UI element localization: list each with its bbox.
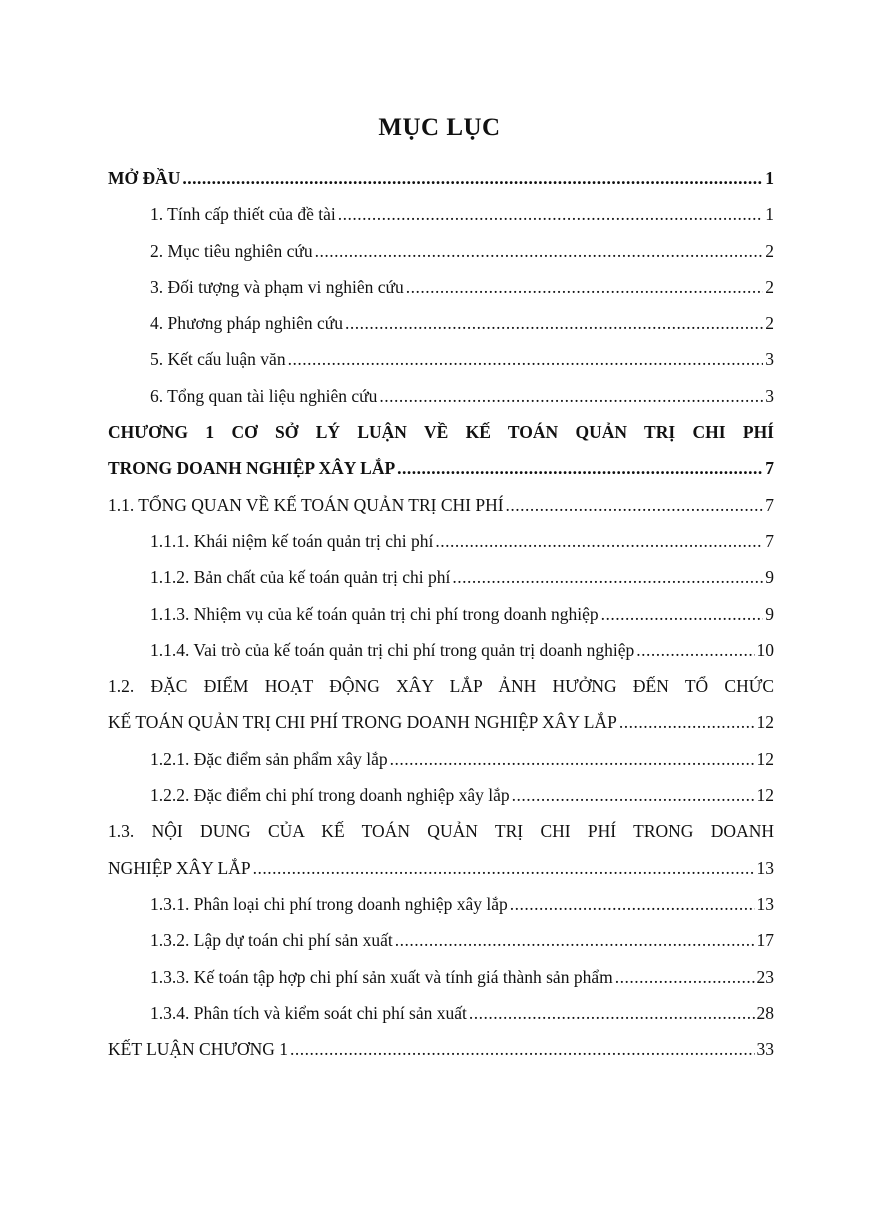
- toc-entry-page: 33: [756, 1039, 774, 1060]
- toc-entry-2[interactable]: [108, 241, 774, 277]
- toc-entry-label: 1.1.3. Nhiệm vụ của kế toán quản trị chi phí trong doanh nghiệp: [150, 603, 599, 624]
- toc-entry-label: 1.2.2. Đặc điểm chi phí trong doanh nghiệp xây lắp: [150, 785, 510, 806]
- dot-leader: [619, 712, 755, 733]
- toc-entry-label: 5. Kết cấu luận văn: [150, 349, 286, 370]
- toc-entry-1-3-3[interactable]: [108, 967, 774, 1003]
- toc-entry-label: 6. Tổng quan tài liệu nghiên cứu: [150, 385, 378, 406]
- toc-entry-page: 7: [765, 530, 774, 551]
- dot-leader: [452, 567, 763, 588]
- toc-entry-label: 1.3.1. Phân loại chi phí trong doanh nghiệp xây lắp: [150, 893, 508, 914]
- toc-entry-label: 1.1. TỔNG QUAN VỀ KẾ TOÁN QUẢN TRỊ CHI PHÍ: [108, 494, 504, 515]
- toc-entry-page: 12: [756, 785, 774, 806]
- toc-entry-page: 28: [756, 1002, 774, 1023]
- dot-leader: [379, 386, 763, 407]
- toc-entry-3[interactable]: [108, 277, 774, 313]
- dot-leader: [506, 495, 764, 516]
- toc-entry-label: 4. Phương pháp nghiên cứu: [150, 313, 343, 334]
- toc-entry-page: 2: [765, 313, 774, 334]
- toc-entry-1-1[interactable]: [108, 495, 774, 531]
- toc-entry-page: 17: [756, 930, 774, 951]
- table-of-contents: [108, 168, 774, 1075]
- toc-entry-1-2[interactable]: [108, 712, 774, 748]
- dot-leader: [390, 749, 755, 770]
- toc-entry-label: KẾ TOÁN QUẢN TRỊ CHI PHÍ TRONG DOANH NGHIỆP XÂY LẮP: [108, 712, 617, 733]
- dot-leader: [512, 785, 755, 806]
- toc-entry-1-1-2[interactable]: [108, 567, 774, 603]
- toc-entry-page: 13: [756, 893, 774, 914]
- toc-entry-1-3-4[interactable]: [108, 1003, 774, 1039]
- toc-entry-label: 1.3.4. Phân tích và kiểm soát chi phí sản xuất: [150, 1002, 467, 1023]
- toc-entry-page: 3: [765, 385, 774, 406]
- toc-entry-5[interactable]: [108, 349, 774, 385]
- toc-entry-1-3[interactable]: [108, 858, 774, 894]
- dot-leader: [510, 894, 755, 915]
- toc-entry-page: 7: [765, 494, 774, 515]
- toc-entry-page: 9: [765, 567, 774, 588]
- toc-entry-page: 2: [765, 240, 774, 261]
- toc-entry-chapter-1[interactable]: [108, 458, 774, 494]
- toc-entry-page: 2: [765, 276, 774, 297]
- toc-entry-label: 1. Tính cấp thiết của đề tài: [150, 204, 336, 225]
- toc-entry-1-1-3[interactable]: [108, 604, 774, 640]
- toc-entry-page: 13: [756, 857, 774, 878]
- dot-leader: [395, 930, 755, 951]
- dot-leader: [315, 241, 764, 262]
- toc-entry-1-3-line1[interactable]: 1.3. NỘI DUNG CỦA KẾ TOÁN QUẢN TRỊ CHI PHÍ TRONG DOANH: [108, 821, 774, 842]
- toc-entry-label: 1.1.1. Khái niệm kế toán quản trị chi phí: [150, 530, 434, 551]
- toc-entry-page: 12: [756, 748, 774, 769]
- toc-entry-page: 3: [765, 349, 774, 370]
- dot-leader: [397, 458, 763, 479]
- toc-entry-1-2-1[interactable]: [108, 749, 774, 785]
- dot-leader: [469, 1003, 755, 1024]
- dot-leader: [290, 1039, 755, 1060]
- toc-entry-mo-dau[interactable]: [108, 168, 774, 204]
- dot-leader: [636, 640, 754, 661]
- toc-entry-label: TRONG DOANH NGHIỆP XÂY LẮP: [108, 458, 396, 479]
- toc-entry-label: 1.1.2. Bản chất của kế toán quản trị chi phí: [150, 567, 451, 588]
- toc-entry-page: 9: [765, 603, 774, 624]
- dot-leader: [406, 277, 764, 298]
- toc-entry-label: 1.2.1. Đặc điểm sản phẩm xây lắp: [150, 748, 388, 769]
- toc-entry-1-2-line1[interactable]: 1.2. ĐẶC ĐIỂM HOẠT ĐỘNG XÂY LẮP ẢNH HƯỞNG ĐẾN TỔ CHỨC: [108, 676, 774, 697]
- toc-entry-label: 1.3.3. Kế toán tập hợp chi phí sản xuất và tính giá thành sản phẩm: [150, 966, 613, 987]
- dot-leader: [338, 204, 763, 225]
- toc-entry-label: 2. Mục tiêu nghiên cứu: [150, 240, 313, 261]
- toc-entry-page: 23: [756, 966, 774, 987]
- toc-entry-label: MỞ ĐẦU: [108, 168, 181, 188]
- toc-entry-page: 1: [765, 204, 774, 225]
- toc-entry-page: 1: [765, 168, 774, 188]
- toc-entry-1-3-2[interactable]: [108, 930, 774, 966]
- toc-entry-1-3-1[interactable]: [108, 894, 774, 930]
- toc-entry-label: 1.1.4. Vai trò của kế toán quản trị chi phí trong quản trị doanh nghiệp: [150, 639, 635, 660]
- toc-entry-1-1-4[interactable]: [108, 640, 774, 676]
- dot-leader: [601, 604, 764, 625]
- toc-entry-chapter-1-line1[interactable]: CHƯƠNG 1 CƠ SỞ LÝ LUẬN VỀ KẾ TOÁN QUẢN TRỊ CHI PHÍ: [108, 422, 774, 443]
- toc-entry-1-2-2[interactable]: [108, 785, 774, 821]
- dot-leader: [182, 168, 763, 189]
- dot-leader: [288, 349, 764, 370]
- toc-entry-label: NGHIỆP XÂY LẮP: [108, 857, 251, 878]
- toc-entry-1[interactable]: [108, 204, 774, 240]
- dot-leader: [345, 313, 763, 334]
- page-title: MỤC LỤC: [378, 114, 501, 141]
- dot-leader: [615, 967, 755, 988]
- toc-entry-page: 12: [756, 712, 774, 733]
- toc-entry-page: 10: [756, 639, 774, 660]
- toc-entry-label: KẾT LUẬN CHƯƠNG 1: [108, 1039, 288, 1060]
- dot-leader: [253, 858, 755, 879]
- toc-entry-4[interactable]: [108, 313, 774, 349]
- toc-entry-6[interactable]: [108, 386, 774, 422]
- toc-entry-label: 1.3.2. Lập dự toán chi phí sản xuất: [150, 930, 393, 951]
- toc-entry-1-1-1[interactable]: [108, 531, 774, 567]
- dot-leader: [435, 531, 763, 552]
- toc-entry-page: 7: [765, 458, 774, 479]
- toc-entry-ket-luan-chuong-1[interactable]: [108, 1039, 774, 1075]
- toc-entry-label: 3. Đối tượng và phạm vi nghiên cứu: [150, 276, 404, 297]
